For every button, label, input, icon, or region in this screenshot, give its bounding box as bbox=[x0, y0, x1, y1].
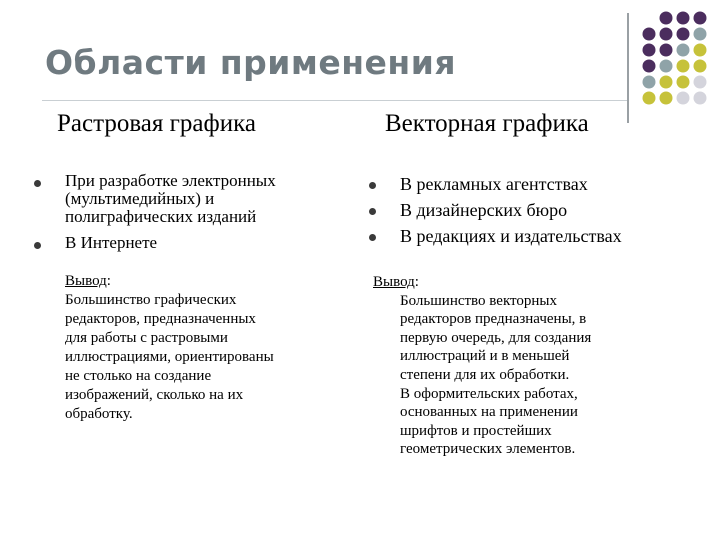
conclusion-colon: : bbox=[414, 274, 419, 290]
bullet-dot-icon bbox=[369, 208, 376, 215]
text-line: редакторов предназначены, в bbox=[400, 311, 587, 328]
bullet-dot-icon bbox=[369, 182, 376, 189]
decor-dot bbox=[694, 44, 707, 57]
conclusion-label: Вывод bbox=[65, 273, 107, 289]
text-line: степени для их обработки. bbox=[400, 366, 570, 383]
left-bullet-item bbox=[30, 172, 360, 234]
decor-dot bbox=[694, 76, 707, 89]
right-conclusion-body bbox=[373, 292, 591, 459]
decor-dot bbox=[643, 60, 656, 73]
left-column-heading: Растровая графика bbox=[57, 110, 256, 137]
decor-dot bbox=[643, 44, 656, 57]
decor-dot bbox=[643, 76, 656, 89]
bullet-dot-icon bbox=[369, 234, 376, 241]
text-line: (мультимедийных) и bbox=[65, 189, 215, 208]
bullet-dot-icon bbox=[34, 180, 41, 187]
decor-dot bbox=[677, 92, 690, 105]
text-line: для работы с растровыми bbox=[65, 330, 228, 346]
conclusion-colon: : bbox=[106, 273, 111, 289]
decor-dot bbox=[677, 76, 690, 89]
right-column-heading: Векторная графика bbox=[385, 110, 589, 137]
text-line: редакторов, предназначенных bbox=[65, 311, 256, 327]
text-line: В Интернете bbox=[65, 233, 158, 252]
decor-dot bbox=[643, 28, 656, 41]
decor-dot bbox=[677, 44, 690, 57]
decor-dot bbox=[660, 60, 673, 73]
left-bullet-text bbox=[65, 234, 157, 252]
decor-dot bbox=[677, 28, 690, 41]
decor-dot bbox=[677, 12, 690, 25]
bullet-dot-icon bbox=[34, 242, 41, 249]
title-underline bbox=[42, 100, 627, 101]
decor-dot bbox=[660, 44, 673, 57]
text-line: обработку. bbox=[65, 406, 133, 422]
right-bullet-list bbox=[365, 174, 695, 252]
text-line: В оформительских работах, bbox=[400, 385, 578, 402]
left-conclusion-heading bbox=[65, 272, 274, 291]
text-line: первую очередь, для создания bbox=[400, 329, 592, 346]
text-line: шрифтов и простейших bbox=[400, 422, 552, 439]
right-conclusion bbox=[373, 273, 591, 459]
decor-dot bbox=[660, 12, 673, 25]
decor-dot bbox=[694, 92, 707, 105]
text-line: изображений, сколько на их bbox=[65, 387, 244, 403]
decor-dot bbox=[660, 92, 673, 105]
decor-dot bbox=[660, 76, 673, 89]
left-bullet-item bbox=[30, 234, 360, 256]
decor-vertical-line bbox=[627, 13, 629, 123]
text-line: основанных на применении bbox=[400, 404, 578, 421]
right-bullet-text: В редакциях и издательствах bbox=[400, 226, 622, 246]
right-bullet-item bbox=[365, 174, 695, 200]
text-line: Большинство графических bbox=[65, 292, 237, 308]
text-line: иллюстраций и в меньшей bbox=[400, 348, 570, 365]
left-conclusion bbox=[65, 272, 274, 424]
text-line: геометрических элементов. bbox=[400, 441, 576, 458]
decor-dot bbox=[660, 28, 673, 41]
right-bullet-text: В рекламных агентствах bbox=[400, 174, 588, 194]
text-line: При разработке электронных bbox=[65, 171, 276, 190]
decor-dot-grid bbox=[637, 10, 720, 120]
right-bullet-item bbox=[365, 226, 695, 252]
left-bullet-text bbox=[65, 172, 276, 226]
left-bullet-list bbox=[30, 172, 360, 256]
text-line: полиграфических изданий bbox=[65, 207, 257, 226]
right-bullet-item bbox=[365, 200, 695, 226]
decor-dot bbox=[694, 12, 707, 25]
slide-title: Области применения bbox=[45, 43, 457, 82]
text-line: Большинство векторных bbox=[400, 292, 557, 309]
text-line: иллюстрациями, ориентированы bbox=[65, 349, 274, 365]
right-bullet-text: В дизайнерских бюро bbox=[400, 200, 568, 220]
right-conclusion-heading bbox=[373, 273, 591, 292]
decor-dot bbox=[677, 60, 690, 73]
conclusion-label: Вывод bbox=[373, 274, 415, 290]
text-line: не столько на создание bbox=[65, 368, 212, 384]
decor-dot bbox=[694, 60, 707, 73]
decor-dot bbox=[694, 28, 707, 41]
decor-dot bbox=[643, 92, 656, 105]
